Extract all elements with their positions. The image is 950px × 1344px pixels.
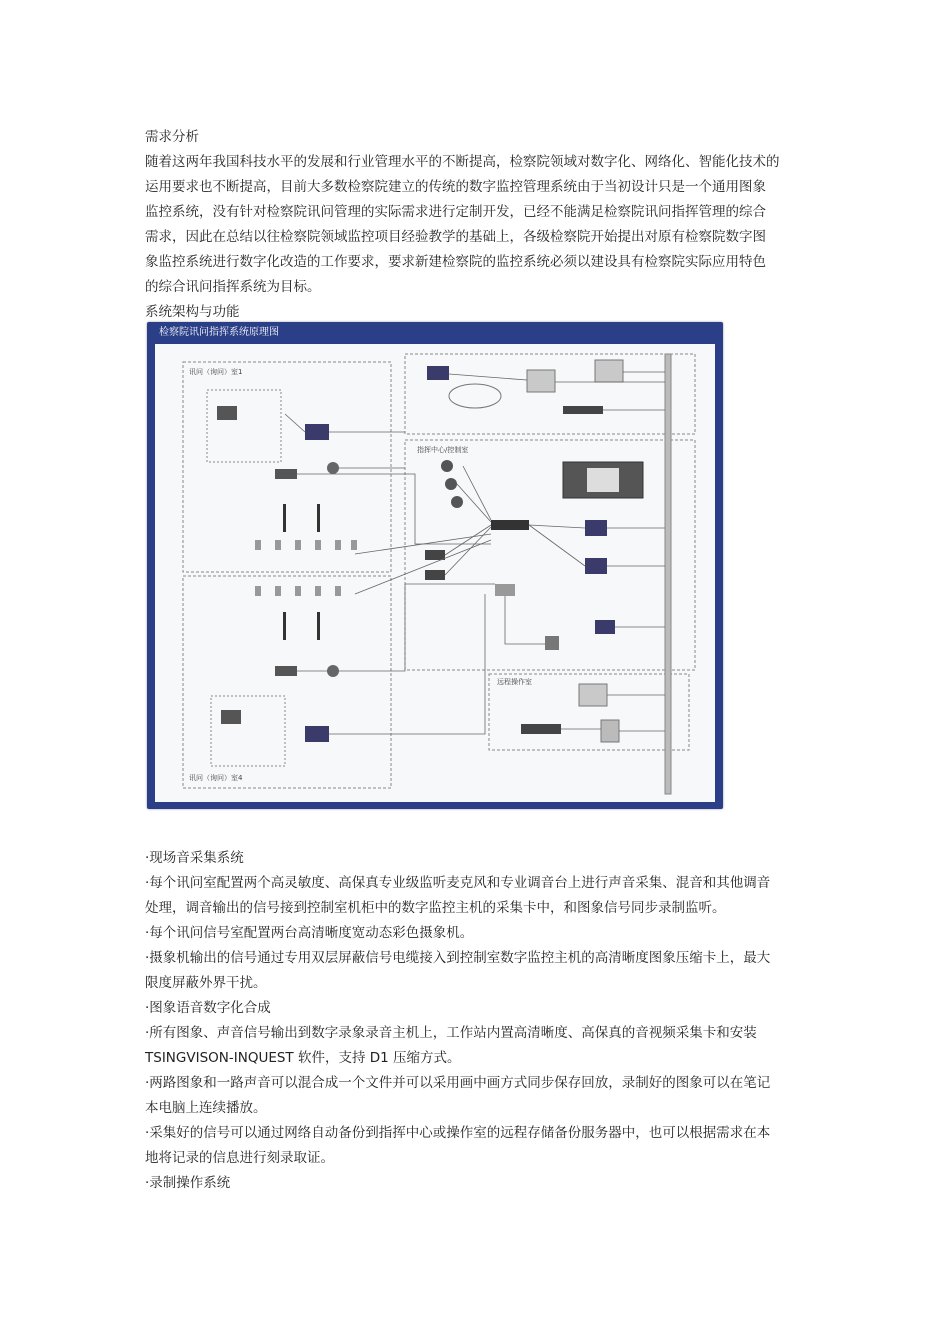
needs-para-line: 运用要求也不断提高，目前大多数检察院建立的传统的数字监控管理系统由于当初设计只是一个通用图象 (145, 179, 766, 195)
video-wall-screen (587, 468, 619, 492)
mic-icon (317, 504, 320, 532)
mic-icon (283, 504, 286, 532)
arch-heading: 系统架构与功能 (145, 304, 240, 320)
bullet-item: 限度屏蔽外界干扰。 (145, 975, 267, 991)
storage-icon (521, 724, 561, 734)
needs-para-line: 需求，因此在总结以往检察院领域监控项目经验教学的基础上，各级检察院开始提出对原有检察院数字图 (145, 229, 766, 245)
camera-icon (275, 666, 297, 676)
needs-para-line: 的综合讯问指挥系统为目标。 (145, 279, 321, 295)
mic-icon (283, 612, 286, 640)
network-cloud-icon (449, 384, 501, 408)
mixer-icon (221, 710, 241, 724)
bullet-item: ·采集好的信号可以通过网络自动备份到指挥中心或操作室的远程存储备份服务器中，也可以根据需求在本 (145, 1125, 771, 1141)
bullet-item: 处理，调音输出的信号接到控制室机柜中的数字监控主机的采集卡中，和图象信号同步录制监听。 (145, 900, 726, 916)
room1-box (183, 362, 391, 572)
control-room-box (405, 440, 695, 670)
diagram-canvas (155, 344, 715, 802)
dome-camera-icon (445, 478, 457, 490)
bullet-item: 本电脑上连续播放。 (145, 1100, 267, 1116)
bullet-item: ·图象语音数字化合成 (145, 1000, 271, 1016)
laptop-icon (427, 366, 449, 380)
encoder-icon (425, 550, 445, 560)
bullet-item: ·每个讯问室配置两个高灵敏度、高保真专业级监听麦克风和专业调音台上进行声音采集、混音和其他调音 (145, 875, 771, 891)
bullet-item: ·现场音采集系统 (145, 850, 244, 866)
bullet-item: 地将记录的信息进行刻录取证。 (145, 1150, 334, 1166)
room4-label: 讯问（询问）室4 (189, 774, 243, 782)
needs-para-line: 监控系统，没有针对检察院讯问管理的实际需求进行定制开发，已经不能满足检察院讯问指挥管理的综合 (145, 204, 766, 220)
server-tower-icon (601, 720, 619, 742)
room4-audio-box (211, 696, 285, 766)
network-backbone (665, 354, 671, 794)
mic-icon (317, 612, 320, 640)
encoder-icon (425, 570, 445, 580)
monitor-icon (585, 520, 607, 536)
control-room-label: 指挥中心/控制室 (417, 446, 469, 454)
switch-icon (495, 584, 515, 596)
needs-para-line: 象监控系统进行数字化改造的工作要求，要求新建检察院的监控系统必须以建设具有检察院实际应用特色 (145, 254, 766, 270)
dome-camera-icon (451, 496, 463, 508)
ups-icon (545, 636, 559, 650)
sensor-icons (255, 586, 341, 596)
server-icon (563, 406, 603, 414)
workstation-icon (527, 370, 555, 392)
system-diagram (147, 322, 723, 809)
laptop-icon (305, 424, 329, 440)
bullet-item: TSINGVISON-INQUEST 软件，支持 D1 压缩方式。 (145, 1050, 461, 1066)
room4-box (183, 576, 391, 788)
monitor-icon (585, 558, 607, 574)
needs-heading: 需求分析 (145, 129, 199, 145)
dvr-icon (491, 520, 529, 530)
room1-label: 讯问（询问）室1 (189, 368, 243, 376)
camera-icon (275, 469, 297, 479)
dome-camera-icon (327, 462, 339, 474)
workstation-icon (595, 360, 623, 382)
needs-para-line: 随着这两年我国科技水平的发展和行业管理水平的不断提高，检察院领域对数字化、网络化、智能化技术的 (145, 154, 780, 170)
bullet-item: ·录制操作系统 (145, 1175, 231, 1191)
bullet-item: ·所有图象、声音信号输出到数字录象录音主机上，工作站内置高清晰度、高保真的音视频采集卡和安装 (145, 1025, 757, 1041)
laptop-icon (595, 620, 615, 634)
bullet-item: ·摄象机输出的信号通过专用双层屏蔽信号电缆接入到控制室数字监控主机的高清晰度图象压缩卡上，最大 (145, 950, 771, 966)
remote-room-label: 远程操作室 (497, 678, 532, 686)
diagram-svg (155, 344, 715, 802)
room1-audio-box (207, 390, 281, 462)
workstation-icon (579, 684, 607, 706)
connection-lines (285, 372, 665, 734)
bullet-item: ·两路图象和一路声音可以混合成一个文件并可以采用画中画方式同步保存回放，录制好的图象可以在笔记 (145, 1075, 771, 1091)
diagram-title: 检察院讯问指挥系统原理图 (159, 327, 279, 338)
sensor-icons (255, 540, 357, 550)
laptop-icon (305, 726, 329, 742)
bullet-item: ·每个讯问信号室配置两台高清晰度宽动态彩色摄象机。 (145, 925, 474, 941)
mixer-icon (217, 406, 237, 420)
dome-camera-icon (441, 460, 453, 472)
